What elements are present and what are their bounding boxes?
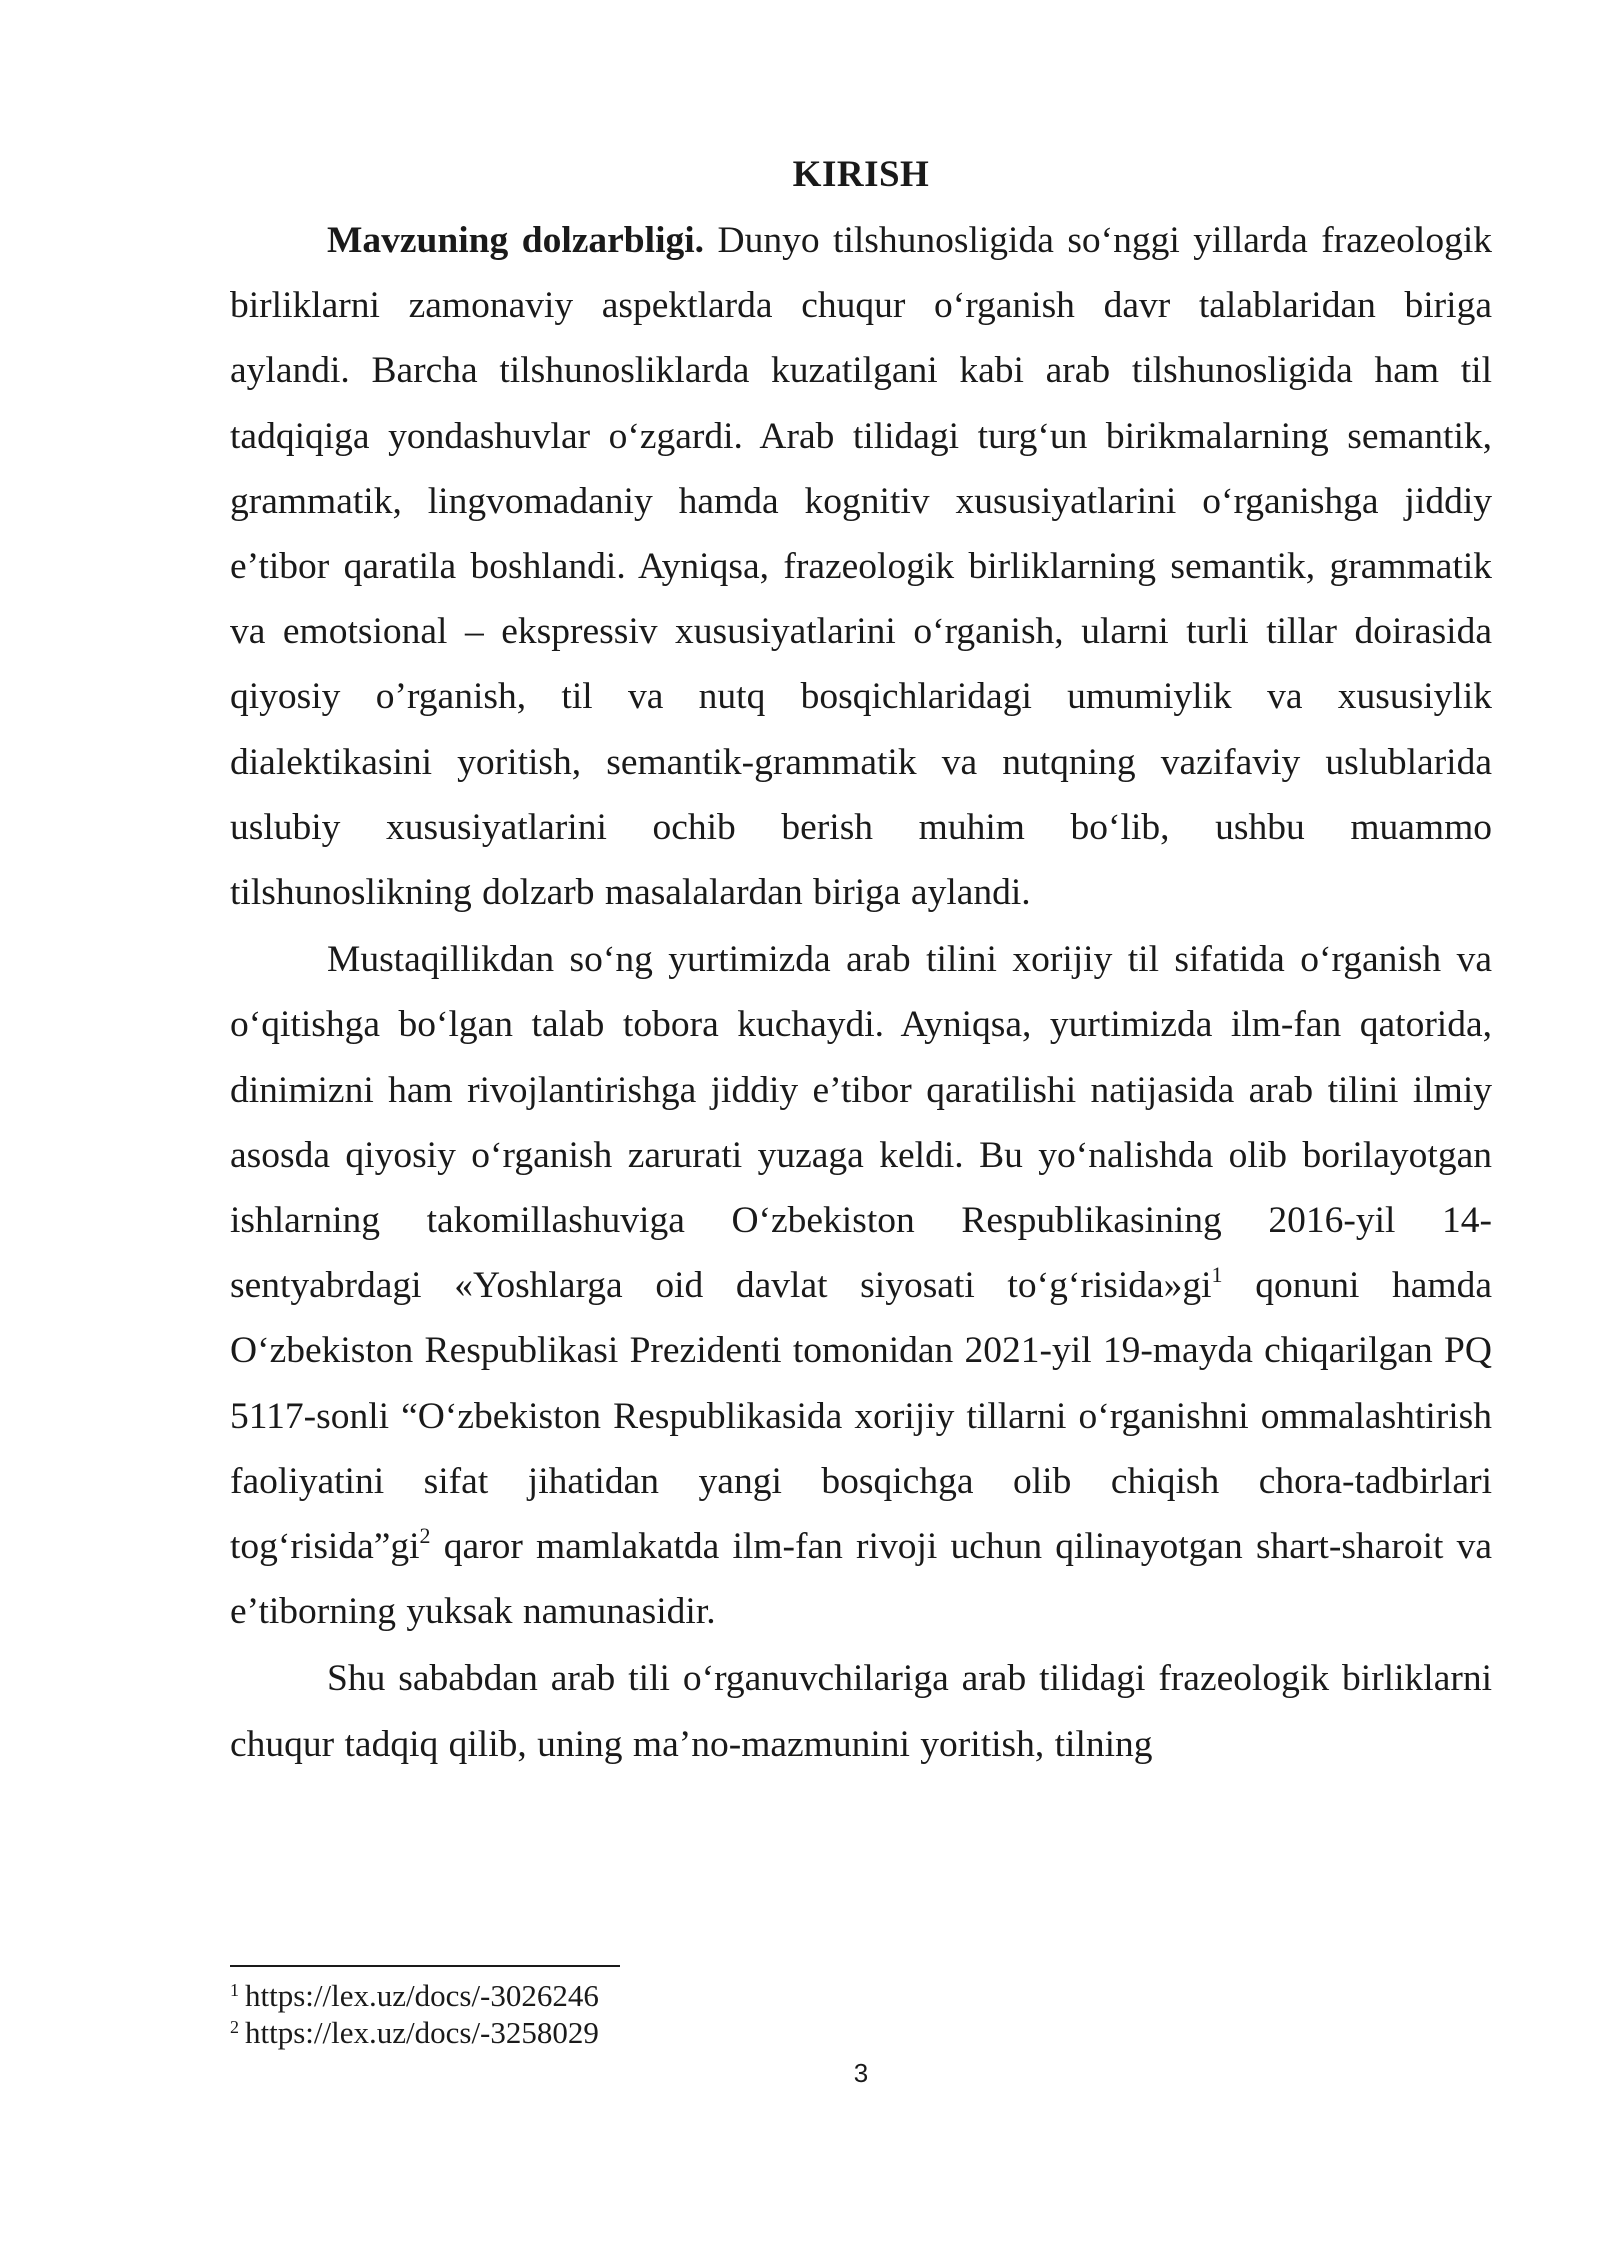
paragraph-text: Dunyo tilshunosligida so‘nggi yillarda frazeologik birliklarni zamonaviy aspektlarda chuqur o‘rganish davr talablaridan biriga aylandi. Barcha tilshunosliklarda kuzatilgani kabi arab tilshunosligida ham til tadqiqiga yondashuvlar o‘zgardi. Arab tilidagi turg‘un birikmalarning semantik, grammatik, lingvomadaniy hamda kognitiv xususiyatlarini o‘rganishga jiddiy e’tibor qaratila boshlandi. Ayniqsa, frazeologik birliklarning semantik, grammatik va emotsional – ekspressiv xususiyatlarini o‘rganish, ularni turli tillar doirasida qiyosiy o’rganish, til va nutq bosqichlaridagi umumiylik va xususiylik dialektikasini yoritish, semantik-grammatik va nutqning vazifaviy uslublarida uslubiy xususiyatlarini ochib berish muhim bo‘lib, ushbu muammo tilshunoslikning dolzarb masalalardan biriga aylandi. bbox=[230, 220, 1492, 914]
footnote-link[interactable]: https://lex.uz/docs/-3026246 bbox=[245, 1978, 599, 2013]
main-text bbox=[230, 140, 1492, 1779]
footnotes bbox=[230, 1977, 1492, 2051]
paragraph-lead: Mavzuning dolzarbligi. bbox=[327, 220, 705, 261]
paragraph-text-part: qaror mamlakatda ilm-fan rivoji uchun qilinayotgan shart-sharoit va e’tiborning yuksak namunasidir. bbox=[230, 1526, 1492, 1633]
paragraph-reason: Shu sababdan arab tili o‘rganuvchilariga arab tilidagi frazeologik birliklarni chuqur tadqiq qilib, uning ma’no-mazmunini yoritish, tilning bbox=[230, 1658, 1492, 1765]
footnote-ref-2[interactable]: 2 bbox=[419, 1523, 431, 1549]
paragraph-independence bbox=[230, 927, 1492, 1644]
paragraph-text-part: qonuni hamda O‘zbekiston Respublikasi Prezidenti tomonidan 2021-yil 19-mayda chiqarilgan PQ 5117-sonli “O‘zbekiston Respublikasida xorijiy tillarni o‘rganishni ommalashtirish faoliyatini sifat jihatidan yangi bosqichga olib chiqish chora-tadbirlari tog‘risida”gi bbox=[230, 1265, 1492, 1568]
section-heading: KIRISH bbox=[792, 154, 930, 195]
footnote-divider bbox=[230, 1965, 620, 1967]
footnote-mark: 2 bbox=[230, 2017, 239, 2037]
paragraph-text-part: Mustaqillikdan so‘ng yurtimizda arab tilini xorijiy til sifatida o‘rganish va o‘qitishga bo‘lgan talab tobora kuchaydi. Ayniqsa, yurtimizda ilm-fan qatorida, dinimizni ham rivojlantirishga jiddiy e’tibor qaratilishi natijasida arab tilini ilmiy asosda qiyosiy o‘rganish zarurati yuzaga keldi. Bu yo‘nalishda olib borilayotgan ishlarning takomillashuviga O‘zbekiston Respublikasining 2016-yil 14-sentyabrdagi «Yoshlarga oid davlat siyosati to‘g‘risida»gi bbox=[230, 939, 1492, 1307]
page-number: 3 bbox=[853, 2058, 869, 2088]
footnote-1 bbox=[230, 1977, 1492, 2014]
footnote-mark: 1 bbox=[230, 1980, 239, 2000]
footnote-link[interactable]: https://lex.uz/docs/-3258029 bbox=[245, 2015, 599, 2050]
footnote-ref-1[interactable]: 1 bbox=[1211, 1262, 1223, 1288]
footnote-2 bbox=[230, 2014, 1492, 2051]
paragraph-relevance bbox=[230, 208, 1492, 925]
